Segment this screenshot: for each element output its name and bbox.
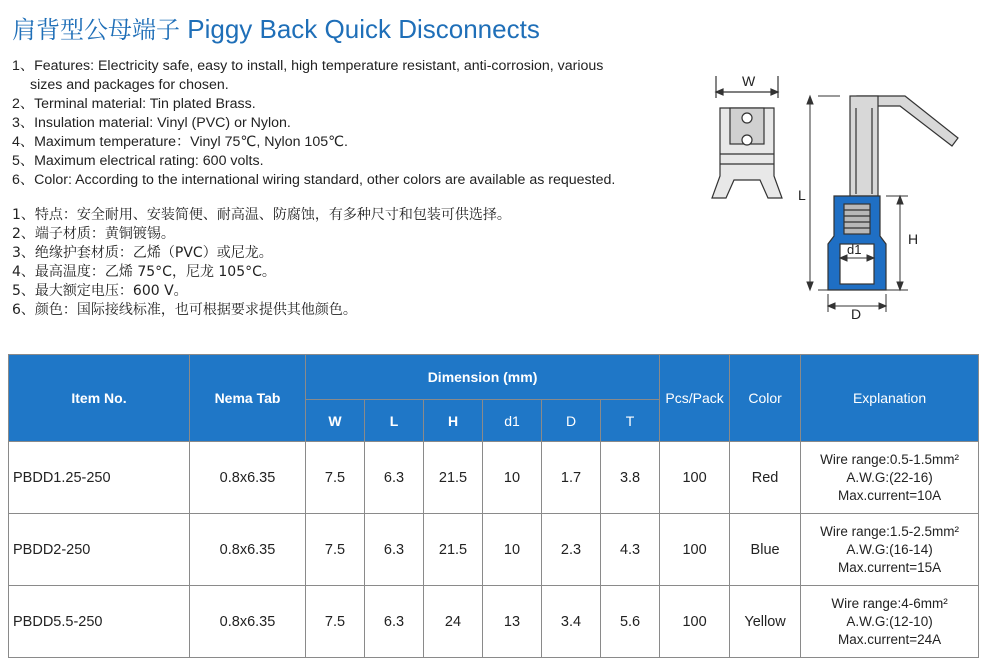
max-current: Max.current=10A	[837, 487, 942, 503]
header-dim-w: W	[306, 400, 365, 442]
dim-label-d: D	[851, 306, 862, 320]
cell-d1: 13	[483, 586, 542, 658]
awg: A.W.G:(22-16)	[846, 469, 933, 485]
wire-range: Wire range:4-6mm²	[831, 595, 948, 611]
feature-line-cn: 4、最高温度：乙烯 75°C，尼龙 105°C。	[12, 264, 276, 280]
cell-w: 7.5	[306, 442, 365, 514]
terminal-diagram	[700, 68, 980, 320]
feature-line: sizes and packages for chosen.	[30, 77, 229, 93]
features-chinese	[12, 206, 692, 320]
cell-explanation	[801, 586, 979, 658]
cell-h: 24	[424, 586, 483, 658]
header-dim-h: H	[424, 400, 483, 442]
cell-explanation	[801, 514, 979, 586]
front-view-drawing	[712, 76, 782, 198]
cell-pcs-pack: 100	[660, 514, 730, 586]
table-row	[9, 514, 979, 586]
feature-line-cn: 3、绝缘护套材质：乙烯（PVC）或尼龙。	[12, 245, 273, 261]
header-color: Color	[730, 355, 801, 442]
cell-nema-tab: 0.8x6.35	[190, 514, 306, 586]
feature-line: 1、Features: Electricity safe, easy to install, high temperature resistant, anti-corrosion, various	[12, 58, 604, 74]
cell-t: 5.6	[601, 586, 660, 658]
wire-range: Wire range:0.5-1.5mm²	[820, 451, 959, 467]
cell-w: 7.5	[306, 514, 365, 586]
feature-line-cn: 5、最大额定电压：600 V。	[12, 283, 188, 299]
dim-label-l: L	[798, 187, 806, 203]
feature-line-cn: 2、端子材质：黄铜镀锡。	[12, 226, 175, 242]
header-dimension: Dimension (mm)	[306, 355, 660, 400]
feature-line: 6、Color: According to the international wiring standard, other colors are available as requested.	[12, 172, 616, 188]
cell-h: 21.5	[424, 514, 483, 586]
cell-explanation	[801, 442, 979, 514]
title-chinese: 肩背型公母端子	[12, 16, 180, 44]
cell-color: Blue	[730, 514, 801, 586]
cell-color: Red	[730, 442, 801, 514]
table-row	[9, 442, 979, 514]
feature-line: 2、Terminal material: Tin plated Brass.	[12, 96, 256, 112]
header-item-no: Item No.	[9, 355, 190, 442]
cell-nema-tab: 0.8x6.35	[190, 442, 306, 514]
feature-line-cn: 1、特点：安全耐用、安装简便、耐高温、防腐蚀，有多种尺寸和包装可供选择。	[12, 207, 511, 223]
cell-d1: 10	[483, 514, 542, 586]
cell-item-no: PBDD5.5-250	[9, 586, 190, 658]
header-dim-l: L	[365, 400, 424, 442]
cell-pcs-pack: 100	[660, 442, 730, 514]
cell-pcs-pack: 100	[660, 586, 730, 658]
cell-t: 4.3	[601, 514, 660, 586]
cell-nema-tab: 0.8x6.35	[190, 586, 306, 658]
spec-table	[8, 354, 979, 658]
awg: A.W.G:(12-10)	[846, 613, 933, 629]
cell-color: Yellow	[730, 586, 801, 658]
cell-w: 7.5	[306, 586, 365, 658]
header-dim-d: D	[542, 400, 601, 442]
page-title	[12, 10, 540, 45]
cell-l: 6.3	[365, 442, 424, 514]
cell-d: 2.3	[542, 514, 601, 586]
max-current: Max.current=15A	[837, 559, 942, 575]
feature-line: 4、Maximum temperature：Vinyl 75℃, Nylon 105℃.	[12, 134, 348, 150]
cell-h: 21.5	[424, 442, 483, 514]
cell-t: 3.8	[601, 442, 660, 514]
cell-d1: 10	[483, 442, 542, 514]
cell-d: 3.4	[542, 586, 601, 658]
dim-label-d1: d1	[847, 242, 862, 257]
dim-label-w: W	[742, 73, 756, 89]
header-dim-d1: d1	[483, 400, 542, 442]
feature-line: 3、Insulation material: Vinyl (PVC) or Nylon.	[12, 115, 291, 131]
feature-line: 5、Maximum electrical rating: 600 volts.	[12, 153, 264, 169]
cell-d: 1.7	[542, 442, 601, 514]
cell-item-no: PBDD1.25-250	[9, 442, 190, 514]
cell-l: 6.3	[365, 514, 424, 586]
max-current: Max.current=24A	[837, 631, 942, 647]
wire-range: Wire range:1.5-2.5mm²	[820, 523, 959, 539]
header-explanation: Explanation	[801, 355, 979, 442]
feature-line-cn: 6、颜色：国际接线标准，也可根据要求提供其他颜色。	[12, 302, 357, 318]
features-english	[12, 57, 692, 190]
header-dim-t: T	[601, 400, 660, 442]
table-row	[9, 586, 979, 658]
header-nema-tab: Nema Tab	[190, 355, 306, 442]
dim-label-h: H	[908, 231, 919, 247]
title-english: Piggy Back Quick Disconnects	[187, 14, 540, 44]
awg: A.W.G:(16-14)	[846, 541, 933, 557]
cell-l: 6.3	[365, 586, 424, 658]
header-pcs-pack: Pcs/Pack	[660, 355, 730, 442]
cell-item-no: PBDD2-250	[9, 514, 190, 586]
